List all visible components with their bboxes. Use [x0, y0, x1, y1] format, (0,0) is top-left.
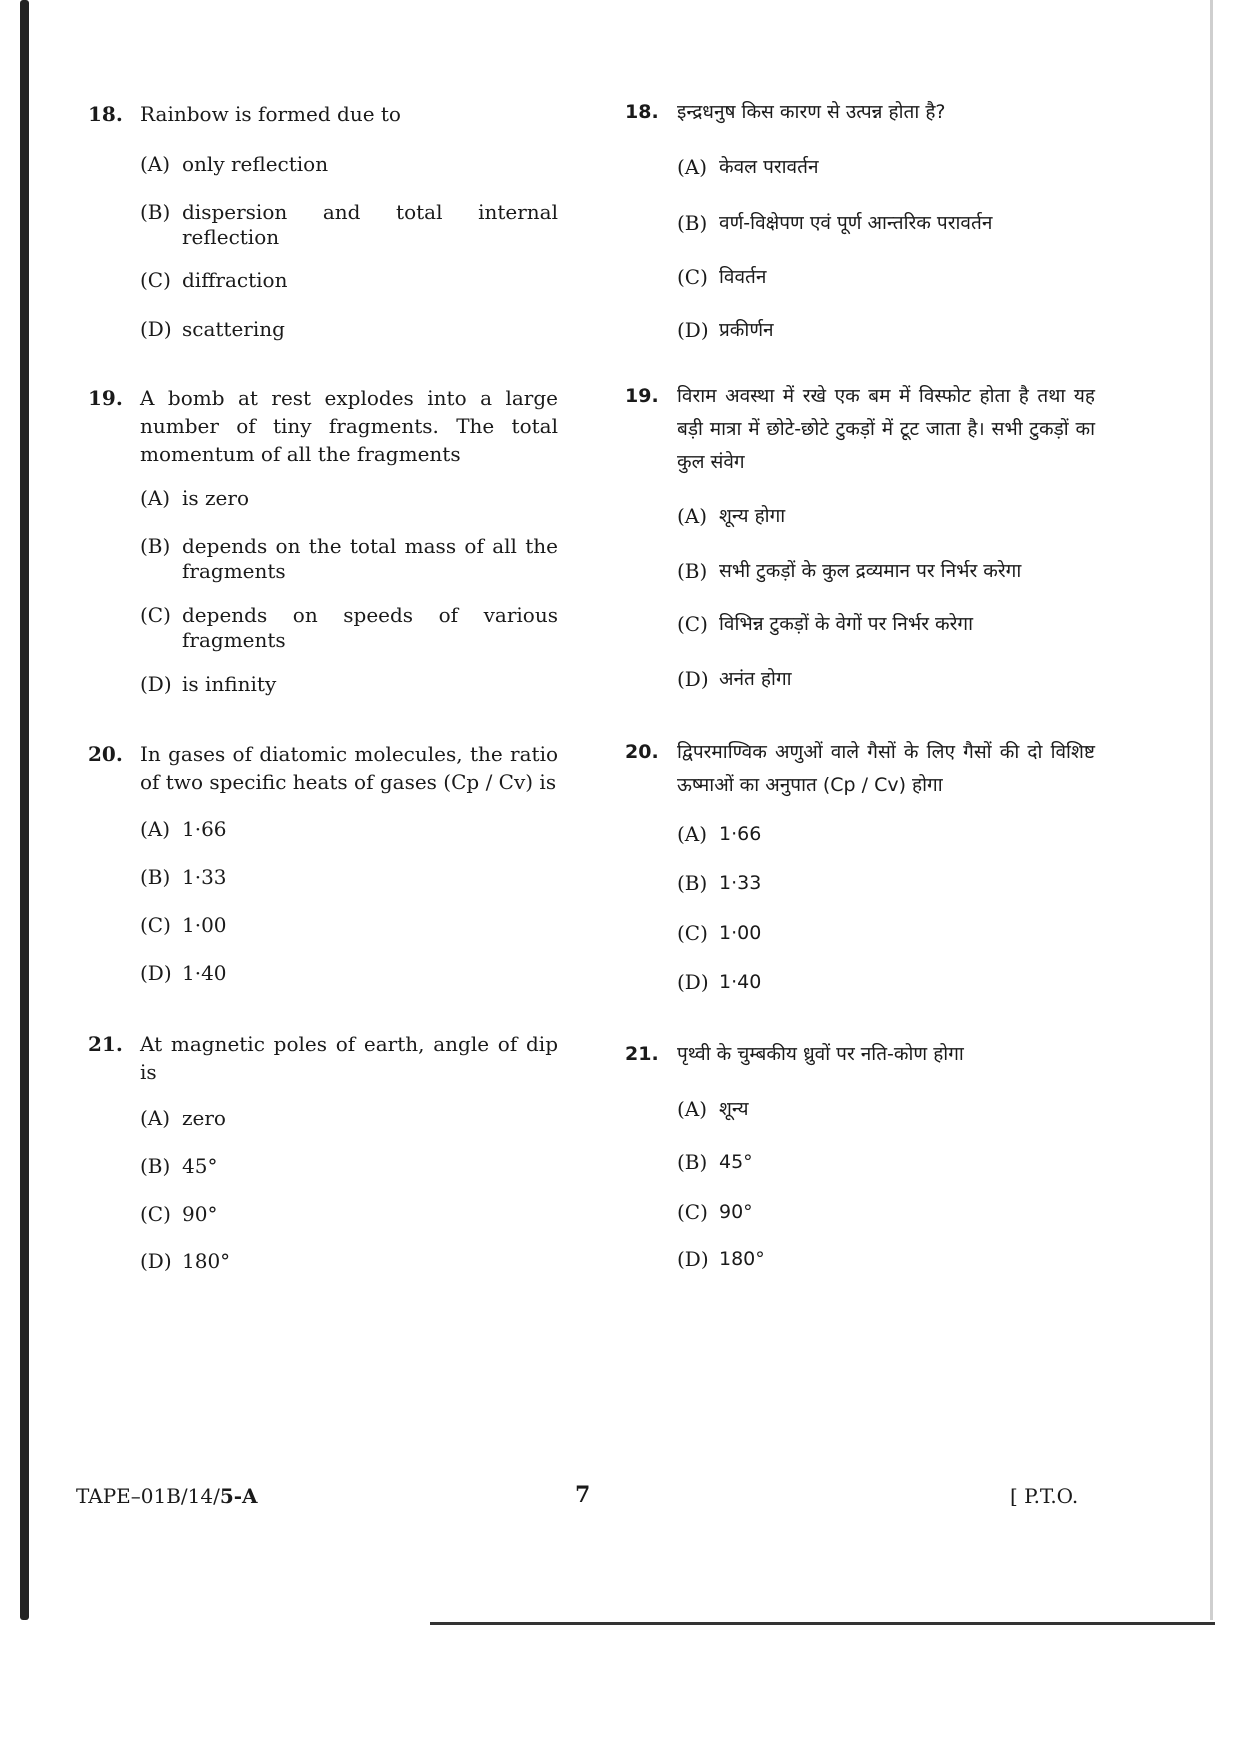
option-c — [677, 921, 1095, 946]
option-c — [140, 603, 558, 653]
option-text: शून्य होगा — [719, 505, 786, 527]
option-label: (B) — [677, 211, 708, 235]
option-label: (B) — [677, 1150, 708, 1174]
option-label: (B) — [677, 871, 708, 895]
option-a — [677, 1097, 1095, 1122]
option-text: depends on the total mass of all the fragments — [182, 534, 558, 583]
question-text: विराम अवस्था में रखे एक बम में विस्फोट होता है तथा यह बड़ी मात्रा में छोटे-छोटे टुकड़ों में टूट जाता है। सभी टुकड़ों का कुल संवेग — [677, 385, 1095, 473]
paper-code — [76, 1484, 258, 1508]
option-c — [677, 265, 1095, 290]
option-d — [677, 318, 1095, 343]
option-text: 1·00 — [719, 922, 762, 944]
option-a — [140, 1106, 558, 1131]
option-label: (A) — [140, 486, 171, 510]
option-text: 45° — [719, 1151, 753, 1173]
option-label: (D) — [140, 317, 172, 341]
option-c — [140, 913, 558, 938]
option-text: is zero — [182, 486, 249, 510]
option-label: (D) — [140, 672, 172, 696]
question-number: 18. — [88, 102, 123, 126]
page-edge — [1210, 0, 1213, 1620]
option-text: 1·40 — [182, 961, 227, 985]
option-label: (A) — [677, 155, 708, 179]
option-text: is infinity — [182, 672, 277, 696]
option-a — [677, 504, 1095, 529]
option-a — [140, 817, 558, 842]
option-c — [140, 1202, 558, 1227]
question-number: 19. — [88, 386, 123, 410]
option-a — [677, 155, 1095, 180]
option-d — [677, 970, 1095, 995]
option-text: 90° — [182, 1202, 218, 1226]
option-a — [677, 822, 1095, 847]
binding-edge — [20, 0, 29, 1620]
option-a — [140, 152, 558, 177]
option-text: 45° — [182, 1154, 218, 1178]
option-c — [677, 612, 1095, 637]
option-c — [677, 1200, 1095, 1225]
question-text: पृथ्वी के चुम्बकीय ध्रुवों पर नति-कोण होगा — [677, 1043, 964, 1065]
option-label: (C) — [677, 612, 708, 636]
question-number: 20. — [88, 742, 123, 766]
option-label: (C) — [140, 913, 171, 937]
question-text: At magnetic poles of earth, angle of dip is — [140, 1032, 558, 1084]
question-text: द्विपरमाण्विक अणुओं वाले गैसों के लिए गैसों की दो विशिष्ट ऊष्माओं का अनुपात (Cp / Cv) होगा — [677, 741, 1095, 796]
question-21-en — [88, 1030, 558, 1086]
option-b — [140, 865, 558, 890]
paper-code-prefix: TAPE–01B/14/ — [76, 1484, 220, 1508]
option-b — [677, 559, 1095, 584]
question-20-hi — [625, 736, 1095, 802]
option-label: (B) — [677, 559, 708, 583]
option-label: (A) — [677, 1097, 708, 1121]
option-label: (A) — [140, 817, 171, 841]
option-label: (D) — [677, 667, 709, 691]
option-label: (A) — [677, 504, 708, 528]
option-d — [677, 1247, 1095, 1272]
option-text: अनंत होगा — [719, 668, 792, 690]
option-text: depends on speeds of various fragments — [182, 603, 558, 652]
option-d — [677, 667, 1095, 692]
question-text: Rainbow is formed due to — [140, 102, 401, 126]
option-label: (A) — [677, 822, 708, 846]
option-b — [677, 211, 1095, 236]
option-b — [677, 871, 1095, 896]
question-number: 18. — [625, 101, 659, 123]
option-text: 180° — [182, 1249, 231, 1273]
option-label: (D) — [677, 1247, 709, 1271]
pto-note: [ P.T.O. — [1010, 1484, 1079, 1508]
option-text: प्रकीर्णन — [719, 319, 774, 341]
option-d — [140, 317, 558, 342]
option-text: 1·40 — [719, 971, 762, 993]
question-number: 21. — [625, 1043, 659, 1065]
question-21-hi — [625, 1038, 1095, 1071]
option-text: scattering — [182, 317, 285, 341]
option-b — [677, 1150, 1095, 1175]
bottom-rule — [430, 1622, 1215, 1625]
option-label: (D) — [140, 1249, 172, 1273]
option-label: (C) — [140, 603, 171, 627]
question-18-hi — [625, 96, 1095, 129]
option-a — [140, 486, 558, 511]
option-label: (A) — [140, 1106, 171, 1130]
question-18-en — [88, 100, 558, 128]
option-label: (D) — [140, 961, 172, 985]
option-text: वर्ण-विक्षेपण एवं पूर्ण आन्तरिक परावर्तन — [719, 212, 993, 234]
option-label: (C) — [140, 1202, 171, 1226]
option-text: 1·66 — [182, 817, 227, 841]
option-label: (C) — [140, 268, 171, 292]
option-text: 1·00 — [182, 913, 227, 937]
option-text: सभी टुकड़ों के कुल द्रव्यमान पर निर्भर करेगा — [719, 560, 1022, 582]
option-label: (B) — [140, 534, 171, 558]
option-text: 1·33 — [182, 865, 227, 889]
option-text: 1·66 — [719, 823, 762, 845]
option-text: केवल परावर्तन — [719, 156, 819, 178]
option-label: (D) — [677, 970, 709, 994]
question-number: 21. — [88, 1032, 123, 1056]
question-number: 20. — [625, 741, 659, 763]
option-text: विवर्तन — [719, 266, 767, 288]
option-text: 1·33 — [719, 872, 762, 894]
option-text: diffraction — [182, 268, 288, 292]
question-text: In gases of diatomic molecules, the ratio of two specific heats of gases (Cp / Cv) is — [140, 742, 558, 794]
question-20-en — [88, 740, 558, 796]
option-text: dispersion and total internal reflection — [182, 200, 558, 249]
question-19-en — [88, 384, 558, 468]
option-b — [140, 534, 558, 584]
option-label: (D) — [677, 318, 709, 342]
option-b — [140, 200, 558, 250]
option-text: शून्य — [719, 1098, 749, 1120]
option-label: (A) — [140, 152, 171, 176]
option-d — [140, 961, 558, 986]
option-label: (C) — [677, 265, 708, 289]
option-text: 90° — [719, 1201, 753, 1223]
paper-code-suffix: 5-A — [219, 1484, 258, 1508]
question-text: इन्द्रधनुष किस कारण से उत्पन्न होता है? — [677, 101, 946, 123]
question-number: 19. — [625, 385, 659, 407]
option-label: (C) — [677, 1200, 708, 1224]
option-text: only reflection — [182, 152, 329, 176]
option-d — [140, 1249, 558, 1274]
option-label: (C) — [677, 921, 708, 945]
page-number: 7 — [575, 1482, 591, 1508]
option-text: विभिन्न टुकड़ों के वेगों पर निर्भर करेगा — [719, 613, 973, 635]
option-b — [140, 1154, 558, 1179]
option-label: (B) — [140, 865, 171, 889]
option-d — [140, 672, 558, 697]
option-label: (B) — [140, 200, 171, 224]
option-label: (B) — [140, 1154, 171, 1178]
option-text: 180° — [719, 1248, 765, 1270]
question-19-hi — [625, 380, 1095, 479]
question-text: A bomb at rest explodes into a large number of tiny fragments. The total momentum of all the fragments — [140, 386, 558, 466]
option-text: zero — [182, 1106, 226, 1130]
option-c — [140, 268, 558, 293]
